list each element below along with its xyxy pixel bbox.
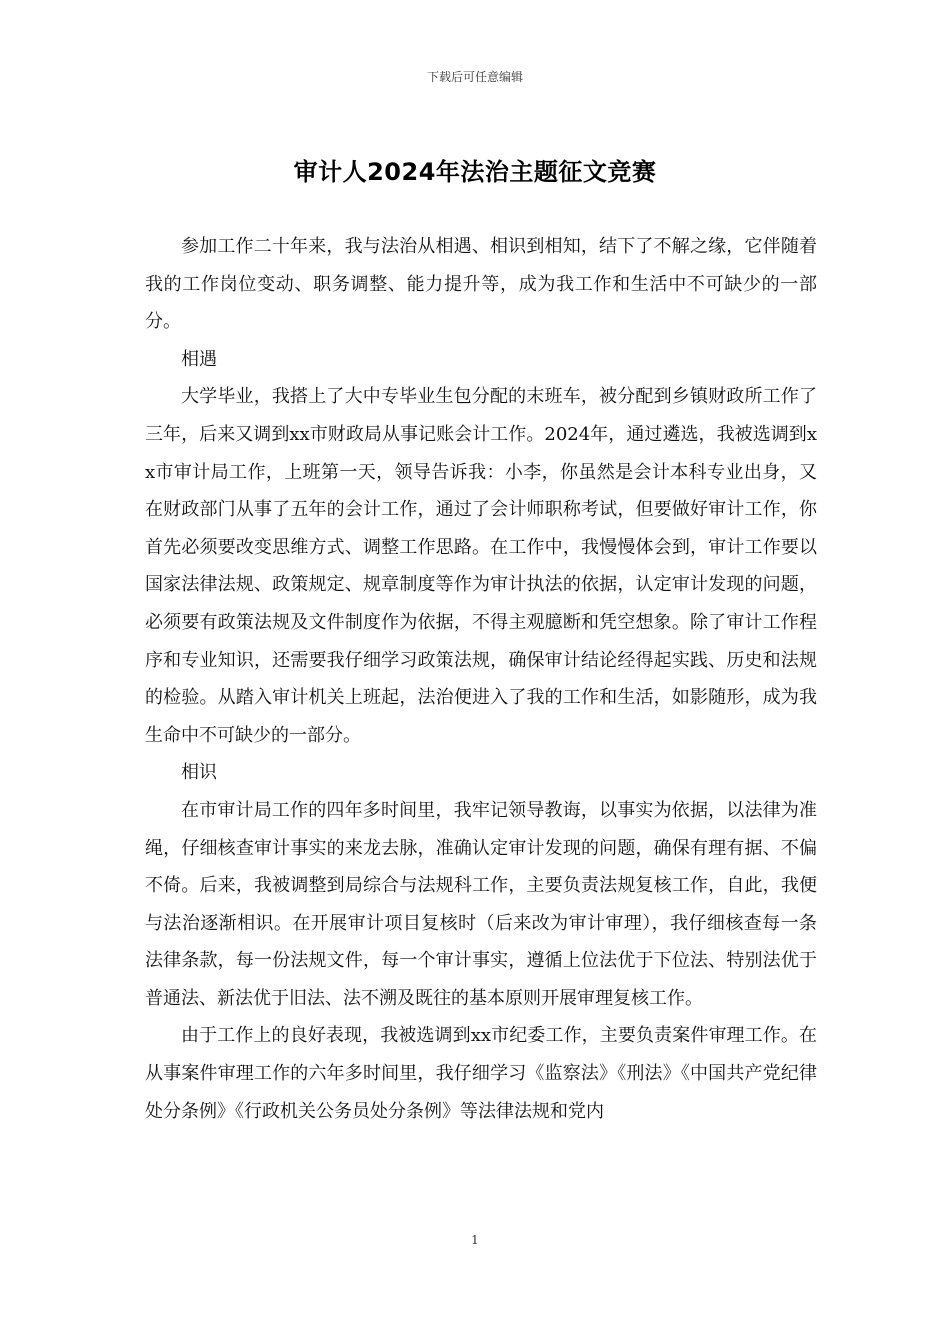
document-title: 审计人2024年法治主题征文竞赛 <box>293 158 657 186</box>
paragraph-intro: 参加工作二十年来，我与法治从相遇、相识到相知，结下了不解之缘，它伴随着我的工作岗位变动、职务调整、能力提升等，成为我工作和生活中不可缺少的一部分。 <box>145 236 817 333</box>
section-heading-encounter: 相遇 <box>181 348 217 370</box>
header-note: 下载后可任意编辑 <box>426 70 523 84</box>
paragraph-acquaintance: 在市审计局工作的四年多时间里，我牢记领导教诲，以事实为依据，以法律为准绳，仔细核查审计事实的来龙去脉，准确认定审计发现的问题，确保有理有据、不偏不倚。后来，我被调整到局综合与法规科工作，主要负责法规复核工作，自此，我便与法治逐渐相识。在开展审计项目复核时（后来改为审计审理），我仔细核查每一条法律条款，每一份法规文件，每一个审计事实，遵循上位法优于下位法、特别法优于普通法、新法优于旧法、法不溯及既往的基本原则开展审理复核工作。 <box>145 799 817 1009</box>
page-number: 1 <box>471 1233 479 1247</box>
paragraph-encounter: 大学毕业，我搭上了大中专毕业生包分配的末班车，被分配到乡镇财政所工作了三年，后来又调到xx市财政局从事记账会计工作。2024年，通过遴选，我被选调到xx市审计局工作，上班第一天，领导告诉我：小李，你虽然是会计本科专业出身，又在财政部门从事了五年的会计工作，通过了会计师职称考试，但要做好审计工作，你首先必须要改变思维方式、调整工作思路。在工作中，我慢慢体会到，审计工作要以国家法律法规、政策规定、规章制度等作为审计执法的依据，认定审计发现的问题，必须要有政策法规及文件制度作为依据，不得主观臆断和凭空想象。除了审计工作程序和专业知识，还需要我仔细学习政策法规，确保审计结论经得起实践、历史和法规的检验。从踏入审计机关上班起，法治便进入了我的工作和生活，如影随形，成为我生命中不可缺少的一部分。 <box>145 386 817 746</box>
document-body <box>145 228 817 1130</box>
paragraph-transfer: 由于工作上的良好表现，我被选调到xx市纪委工作，主要负责案件审理工作。在从事案件审理工作的六年多时间里，我仔细学习《监察法》《刑法》《中国共产党纪律处分条例》《行政机关公务员处分条例》等法律法规和党内 <box>145 1025 817 1122</box>
section-heading-acquaintance: 相识 <box>181 762 217 784</box>
